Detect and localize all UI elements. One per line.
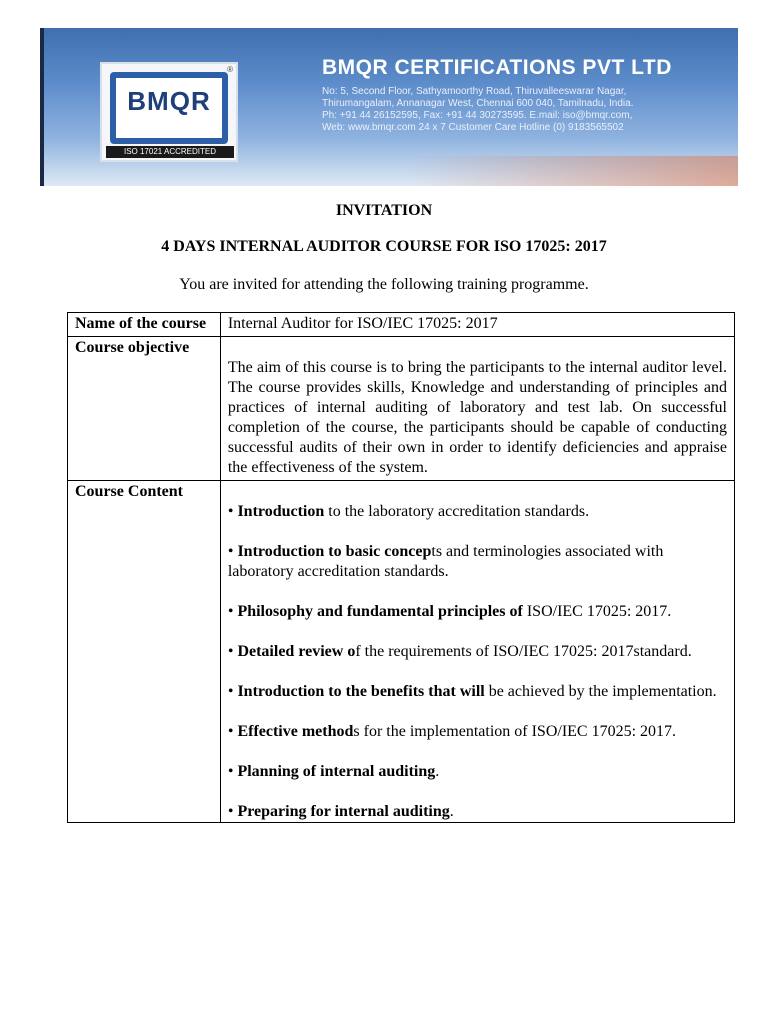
table-row: [68, 337, 735, 481]
intro-text: You are invited for attending the following training programme.: [179, 276, 589, 293]
document-subtitle: 4 DAYS INTERNAL AUDITOR COURSE FOR ISO 17025: 2017: [161, 238, 607, 255]
course-objective-value: The aim of this course is to bring the participants to the internal auditor level. The course provides skills, Knowledge and understanding of principles and practices of internal auditing of laboratory and test lab. On successful completion of the course, the participants should be capable of conducting successful audits of their own in order to identify deficiencies and appraise the effectiveness of the system.: [227, 359, 727, 476]
list-item: • Philosophy and fundamental principles of ISO/IEC 17025: 2017.: [227, 603, 672, 620]
course-name-label: Name of the course: [68, 313, 221, 337]
document-title: INVITATION: [335, 202, 433, 219]
list-item: • Introduction to the benefits that will be achieved by the implementation.: [227, 683, 717, 700]
course-details-table: [67, 312, 735, 823]
course-objective-label: Course objective: [68, 337, 221, 481]
address-line: No: 5, Second Floor, Sathyamoorthy Road, Thiruvalleeswarar Nagar,: [322, 86, 627, 97]
table-row: [68, 313, 735, 337]
list-item: • Detailed review of the requirements of ISO/IEC 17025: 2017standard.: [227, 643, 692, 660]
course-name-value: Internal Auditor for ISO/IEC 17025: 2017: [220, 313, 734, 337]
logo-registered-mark: ®: [227, 65, 233, 74]
table-row: [68, 481, 735, 823]
company-logo: [100, 62, 238, 162]
list-item: • Planning of internal auditing.: [227, 763, 440, 780]
letterhead-banner: [40, 28, 738, 186]
list-item: • Preparing for internal auditing.: [227, 803, 454, 820]
address-line: Web: www.bmqr.com 24 x 7 Customer Care Hotline (0) 9183565502: [322, 122, 624, 133]
address-line: Thirumangalam, Annanagar West, Chennai 600 040, Tamilnadu, India.: [322, 98, 634, 109]
banner-stripe: [408, 156, 738, 186]
logo-accreditation-badge: ISO 17021 ACCREDITED: [106, 146, 234, 158]
list-item: • Introduction to the laboratory accreditation standards.: [227, 503, 590, 520]
logo-text: BMQR: [127, 86, 211, 116]
address-line: Ph: +91 44 26152595, Fax: +91 44 30273595. E.mail: iso@bmqr.com,: [322, 110, 633, 121]
list-item: • Introduction to basic concepts and terminologies associated with laboratory accreditation standards.: [227, 543, 664, 580]
course-objective-cell: [220, 337, 734, 481]
list-item: • Effective methods for the implementation of ISO/IEC 17025: 2017.: [227, 723, 677, 740]
logo-frame: [110, 72, 228, 144]
course-content-list: [220, 481, 734, 823]
company-name: BMQR CERTIFICATIONS PVT LTD: [322, 56, 672, 79]
banner-edge: [40, 28, 44, 186]
course-content-label: Course Content: [68, 481, 221, 823]
